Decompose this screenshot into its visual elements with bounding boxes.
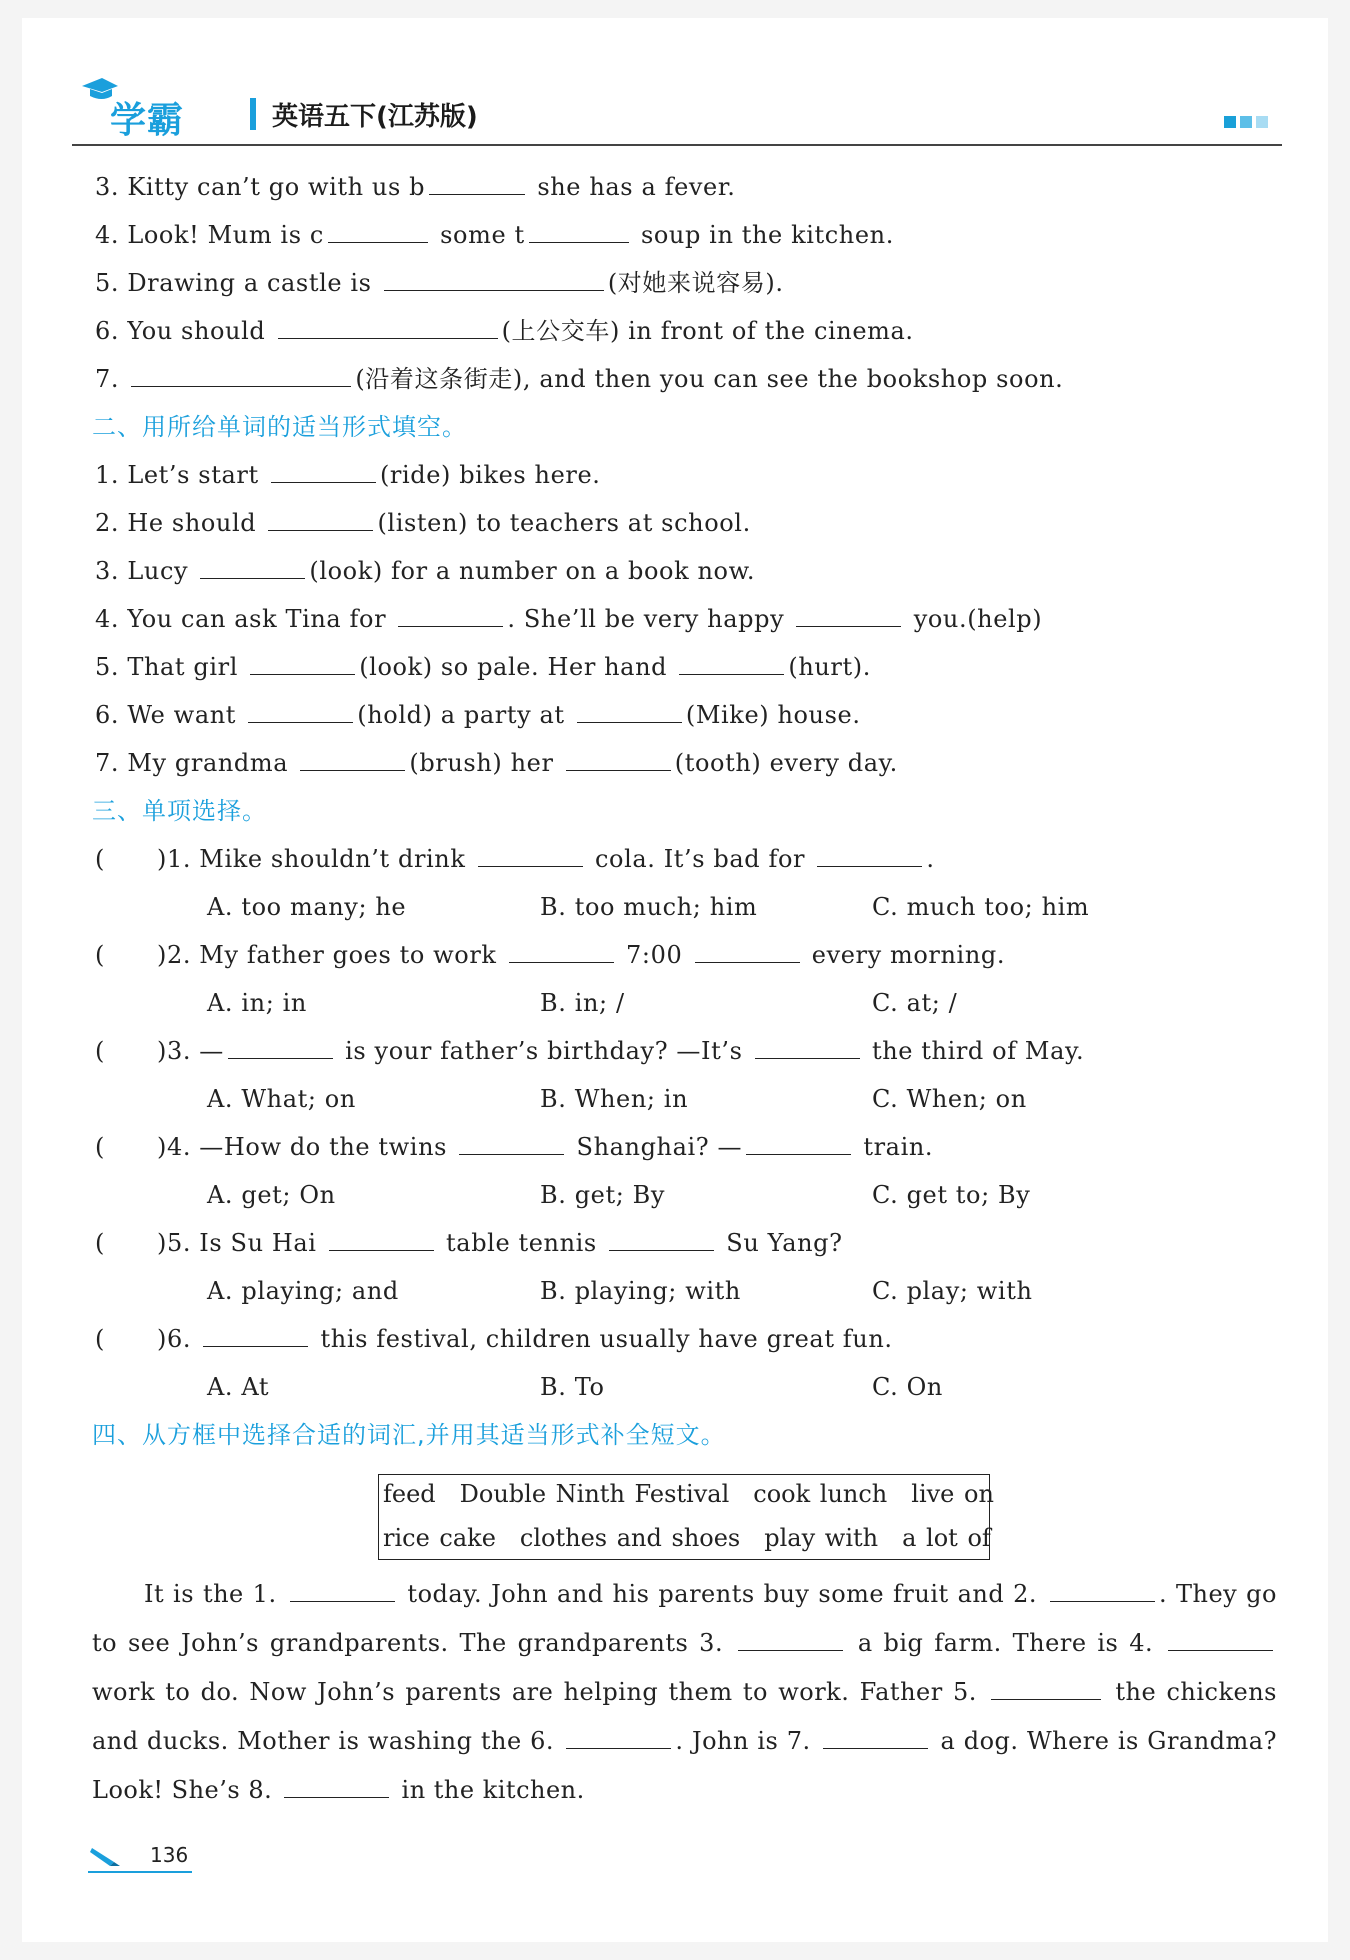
answer-blank[interactable] bbox=[1168, 1626, 1273, 1651]
answer-blank[interactable] bbox=[398, 602, 503, 627]
answer-blank[interactable] bbox=[1050, 1577, 1155, 1602]
brand-logo bbox=[90, 92, 185, 141]
option-c[interactable]: C. at; / bbox=[872, 989, 958, 1017]
option-b[interactable]: B. get; By bbox=[540, 1181, 666, 1209]
answer-blank[interactable] bbox=[384, 266, 604, 291]
decorative-squares bbox=[1224, 116, 1268, 128]
answer-blank[interactable] bbox=[695, 938, 800, 963]
word-option: live on bbox=[911, 1480, 994, 1508]
option-a[interactable]: A. playing; and bbox=[207, 1277, 399, 1305]
answer-blank[interactable] bbox=[577, 698, 682, 723]
question-line: 2. He should (listen) to teachers at school. bbox=[95, 506, 751, 540]
question-line: 7. (沿着这条街走), and then you can see the bookshop soon. bbox=[95, 362, 1063, 396]
answer-blank[interactable] bbox=[459, 1130, 564, 1155]
answer-blank[interactable] bbox=[738, 1626, 843, 1651]
option-b[interactable]: B. playing; with bbox=[540, 1277, 741, 1305]
answer-blank[interactable] bbox=[268, 506, 373, 531]
question-line: 1. Let’s start (ride) bikes here. bbox=[95, 458, 601, 492]
answer-blank[interactable] bbox=[203, 1322, 308, 1347]
answer-blank[interactable] bbox=[796, 602, 901, 627]
answer-blank[interactable] bbox=[478, 842, 583, 867]
question-line: 3. Lucy (look) for a number on a book now. bbox=[95, 554, 755, 588]
option-c[interactable]: C. When; on bbox=[872, 1085, 1027, 1113]
word-option: Double Ninth Festival bbox=[459, 1480, 730, 1508]
word-option: a lot of bbox=[902, 1524, 991, 1552]
word-option: play with bbox=[764, 1524, 879, 1552]
pencil-icon bbox=[88, 1846, 122, 1868]
option-c[interactable]: C. play; with bbox=[872, 1277, 1033, 1305]
answer-blank[interactable] bbox=[300, 746, 405, 771]
question-line: 7. My grandma (brush) her (tooth) every day. bbox=[95, 746, 898, 780]
answer-blank[interactable] bbox=[817, 842, 922, 867]
mc-question: ( )4. —How do the twins Shanghai? — train. bbox=[95, 1130, 933, 1164]
answer-blank[interactable] bbox=[755, 1034, 860, 1059]
book-title: 英语五下(江苏版) bbox=[272, 102, 478, 132]
answer-blank[interactable] bbox=[250, 650, 355, 675]
answer-blank[interactable] bbox=[271, 458, 376, 483]
mc-question: ( )1. Mike shouldn’t drink cola. It’s bad for . bbox=[95, 842, 935, 876]
question-line: 3. Kitty can’t go with us b she has a fever. bbox=[95, 170, 736, 204]
answer-blank[interactable] bbox=[429, 170, 525, 195]
answer-blank[interactable] bbox=[248, 698, 353, 723]
option-b[interactable]: B. in; / bbox=[540, 989, 625, 1017]
answer-blank[interactable] bbox=[823, 1724, 928, 1749]
question-line: 6. We want (hold) a party at (Mike) house. bbox=[95, 698, 861, 732]
section-3-title: 三、单项选择。 bbox=[92, 797, 267, 825]
mc-question: ( )3. — is your father’s birthday? —It’s the third of May. bbox=[95, 1034, 1084, 1068]
mc-question: ( )5. Is Su Hai table tennis Su Yang? bbox=[95, 1226, 843, 1260]
footer-underline bbox=[88, 1871, 192, 1873]
question-line: 5. That girl (look) so pale. Her hand (hurt). bbox=[95, 650, 871, 684]
graduation-cap-icon bbox=[80, 76, 120, 100]
answer-blank[interactable] bbox=[679, 650, 784, 675]
page-header bbox=[72, 88, 1282, 146]
question-line: 5. Drawing a castle is (对她来说容易). bbox=[95, 266, 784, 300]
option-b[interactable]: B. too much; him bbox=[540, 893, 758, 921]
option-a[interactable]: A. What; on bbox=[207, 1085, 356, 1113]
question-line: 6. You should (上公交车) in front of the cinema. bbox=[95, 314, 914, 348]
logo-divider bbox=[250, 98, 256, 130]
word-box-row bbox=[383, 1477, 994, 1511]
option-c[interactable]: C. get to; By bbox=[872, 1181, 1031, 1209]
word-box-row bbox=[383, 1521, 991, 1555]
word-option: feed bbox=[383, 1480, 436, 1508]
mc-question: ( )6. this festival, children usually have great fun. bbox=[95, 1322, 893, 1356]
answer-blank[interactable] bbox=[566, 1724, 671, 1749]
answer-blank[interactable] bbox=[200, 554, 305, 579]
answer-blank[interactable] bbox=[529, 218, 629, 243]
answer-blank[interactable] bbox=[991, 1675, 1101, 1700]
mc-question: ( )2. My father goes to work 7:00 every morning. bbox=[95, 938, 1005, 972]
word-option: clothes and shoes bbox=[519, 1524, 741, 1552]
answer-blank[interactable] bbox=[290, 1577, 395, 1602]
option-b[interactable]: B. To bbox=[540, 1373, 605, 1401]
answer-blank[interactable] bbox=[746, 1130, 851, 1155]
answer-blank[interactable] bbox=[509, 938, 614, 963]
logo-text: 学霸 bbox=[110, 100, 185, 141]
option-a[interactable]: A. At bbox=[207, 1373, 270, 1401]
question-line: 4. You can ask Tina for . She’ll be very happy you.(help) bbox=[95, 602, 1042, 636]
word-option: cook lunch bbox=[753, 1480, 888, 1508]
page-number: 136 bbox=[150, 1843, 189, 1867]
answer-blank[interactable] bbox=[278, 314, 498, 339]
option-a[interactable]: A. in; in bbox=[207, 989, 307, 1017]
section-4-title: 四、从方框中选择合适的词汇,并用其适当形式补全短文。 bbox=[92, 1421, 726, 1449]
passage: It is the 1. today. John and his parents buy some fruit and 2. . They go to see John’s grandparents. The grandparents 3. a big farm. There is 4. work to do. Now John’s parents are helping them to work. Father 5. the chickens and ducks. Mother is washing the 6. . John is 7. a dog. Where is Grandma? Look! She’s 8. in the kitchen. bbox=[92, 1570, 1277, 1815]
answer-blank[interactable] bbox=[228, 1034, 333, 1059]
option-c[interactable]: C. On bbox=[872, 1373, 943, 1401]
answer-blank[interactable] bbox=[329, 1226, 434, 1251]
option-a[interactable]: A. get; On bbox=[207, 1181, 336, 1209]
answer-blank[interactable] bbox=[609, 1226, 714, 1251]
answer-blank[interactable] bbox=[284, 1773, 389, 1798]
word-option: rice cake bbox=[383, 1524, 496, 1552]
answer-blank[interactable] bbox=[131, 362, 351, 387]
answer-blank[interactable] bbox=[328, 218, 428, 243]
option-c[interactable]: C. much too; him bbox=[872, 893, 1090, 921]
word-box bbox=[378, 1474, 994, 1560]
option-a[interactable]: A. too many; he bbox=[207, 893, 407, 921]
answer-blank[interactable] bbox=[566, 746, 671, 771]
option-b[interactable]: B. When; in bbox=[540, 1085, 689, 1113]
section-2-title: 二、用所给单词的适当形式填空。 bbox=[92, 413, 467, 441]
question-line: 4. Look! Mum is c some t soup in the kitchen. bbox=[95, 218, 894, 252]
